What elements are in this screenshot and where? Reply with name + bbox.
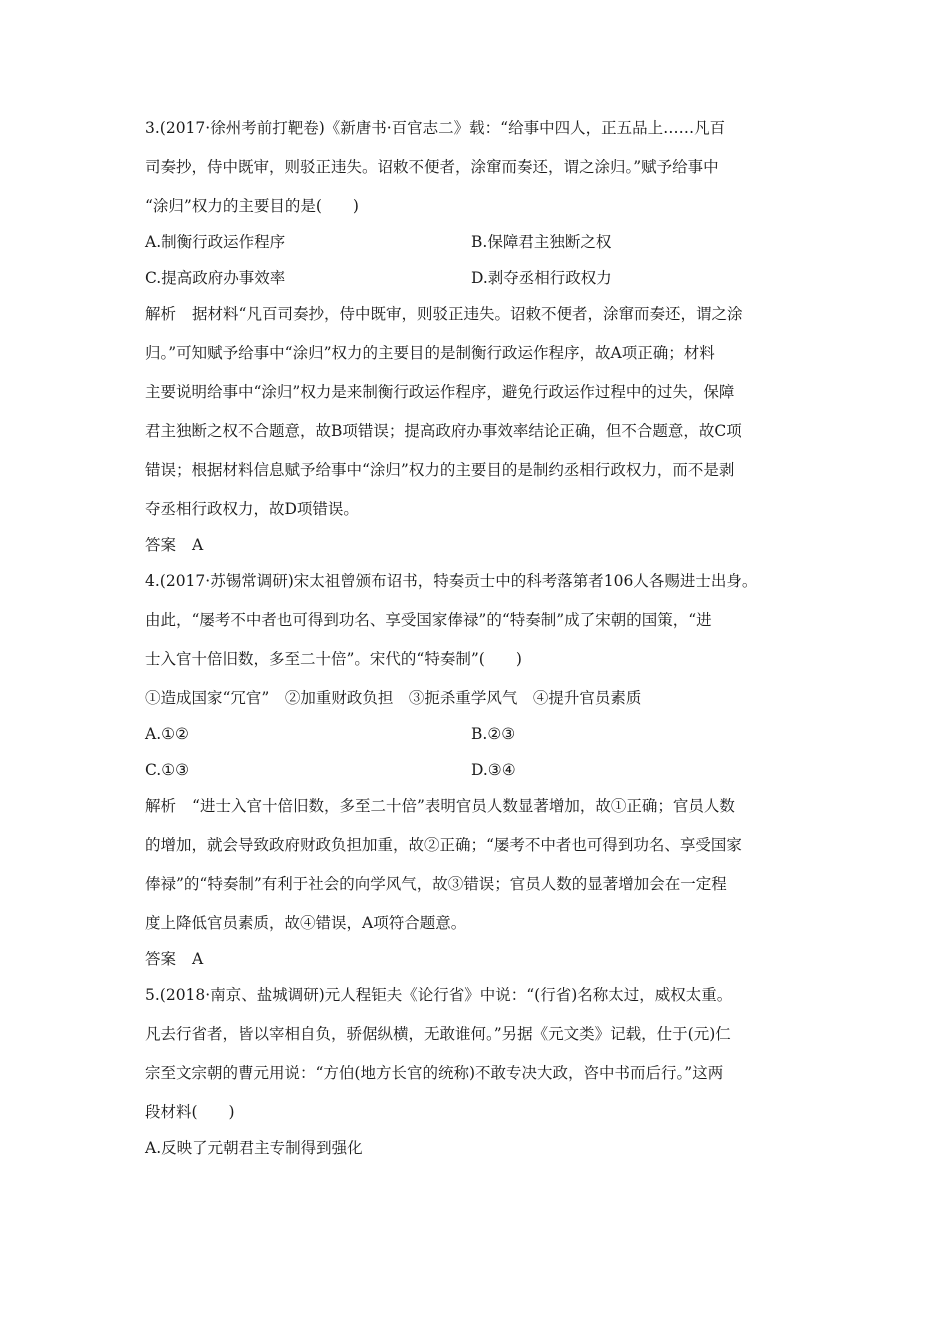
stem-line: ①造成国家“冗官” ②加重财政负担 ③扼杀重学风气 ④提升官员素质: [145, 689, 642, 707]
option-row: [145, 1138, 825, 1158]
question-stem: [145, 118, 825, 216]
analysis-line: 夺丞相行政权力，故D项错误。: [145, 500, 359, 518]
option-row: [145, 724, 825, 744]
option-d: D.剥夺丞相行政权力: [471, 269, 612, 287]
stem-line: 司奏抄，侍中既审，则驳正违失。诏敕不便者，涂窜而奏还，谓之涂归。”赋予给事中: [145, 158, 719, 176]
answer-value: A: [192, 950, 204, 968]
answer-label: 答案: [145, 536, 177, 554]
option-a: A.制衡行政运作程序: [145, 233, 286, 251]
answer-label: 答案: [145, 950, 177, 968]
analysis-line: [145, 796, 825, 816]
option-b: B.保障君主独断之权: [471, 233, 612, 251]
stem-line: 宗至文宗朝的曹元用说：“方伯(地方长官的统称)不敢专决大政，咨中书而后行。”这两: [145, 1064, 724, 1082]
analysis-line: 君主独断之权不合题意，故B项错误；提高政府办事效率结论正确，但不合题意，故C项: [145, 422, 742, 440]
analysis-line: 度上降低官员素质，故④错误，A项符合题意。: [145, 914, 467, 932]
option-c: C.提高政府办事效率: [145, 269, 286, 287]
stem-line: 凡去行省者，皆以宰相自负，骄倨纵横，无敢谁何。”另据《元文类》记载，仕于(元)仁: [145, 1025, 731, 1043]
option-d: D.③④: [471, 761, 516, 779]
option-row: [145, 268, 825, 288]
analysis-label: 解析: [145, 797, 177, 815]
answer-value: A: [192, 536, 204, 554]
analysis-line: 的增加，就会导致政府财政负担加重，故②正确；“屡考不中者也可得到功名、享受国家: [145, 836, 742, 854]
document-page: [145, 118, 825, 1174]
analysis-text: “进士入官十倍旧数，多至二十倍”表明官员人数显著增加，故①正确；官员人数: [192, 797, 735, 815]
stem-line: 3.(2017·徐州考前打靶卷)《新唐书·百官志二》载：“给事中四人，正五品上……凡百: [145, 119, 726, 137]
stem-line: 5.(2018·南京、盐城调研)元人程钜夫《论行省》中说：“(行省)名称太过，威权太重。: [145, 986, 733, 1004]
analysis-line: 错误；根据材料信息赋予给事中“涂归”权力的主要目的是制约丞相行政权力，而不是剥: [145, 461, 735, 479]
option-a: A.①②: [145, 725, 189, 743]
stem-line: 4.(2017·苏锡常调研)宋太祖曾颁布诏书，特奏贡士中的科考落第者106人各赐进士出身。: [145, 572, 758, 590]
stem-line: 士入官十倍旧数，多至二十倍”。宋代的“特奏制”( ): [145, 650, 522, 668]
option-a: A.反映了元朝君主专制得到强化: [145, 1139, 363, 1157]
analysis-line: [145, 304, 825, 324]
analysis-line: 主要说明给事中“涂归”权力是来制衡行政运作程序，避免行政运作过程中的过失，保障: [145, 383, 735, 401]
analysis-text: 据材料“凡百司奏抄，侍中既审，则驳正违失。诏敕不便者，涂窜而奏还，谓之涂: [192, 305, 743, 323]
option-c: C.①③: [145, 761, 190, 779]
stem-line: 段材料( ): [145, 1103, 235, 1121]
question-stem: [145, 571, 825, 708]
question-4: [145, 571, 825, 969]
option-b: B.②③: [471, 725, 516, 743]
question-stem: [145, 985, 825, 1122]
stem-line: “涂归”权力的主要目的是( ): [145, 197, 359, 215]
analysis: [145, 796, 825, 933]
question-5: [145, 985, 825, 1158]
analysis: [145, 304, 825, 519]
analysis-label: 解析: [145, 305, 177, 323]
stem-line: 由此，“屡考不中者也可得到功名、享受国家俸禄”的“特奏制”成了宋朝的国策，“进: [145, 611, 712, 629]
answer: [145, 949, 825, 969]
answer: [145, 535, 825, 555]
option-row: [145, 232, 825, 252]
analysis-line: 归。”可知赋予给事中“涂归”权力的主要目的是制衡行政运作程序，故A项正确；材料: [145, 344, 715, 362]
question-3: [145, 118, 825, 555]
option-row: [145, 760, 825, 780]
analysis-line: 俸禄”的“特奏制”有利于社会的向学风气，故③错误；官员人数的显著增加会在一定程: [145, 875, 727, 893]
